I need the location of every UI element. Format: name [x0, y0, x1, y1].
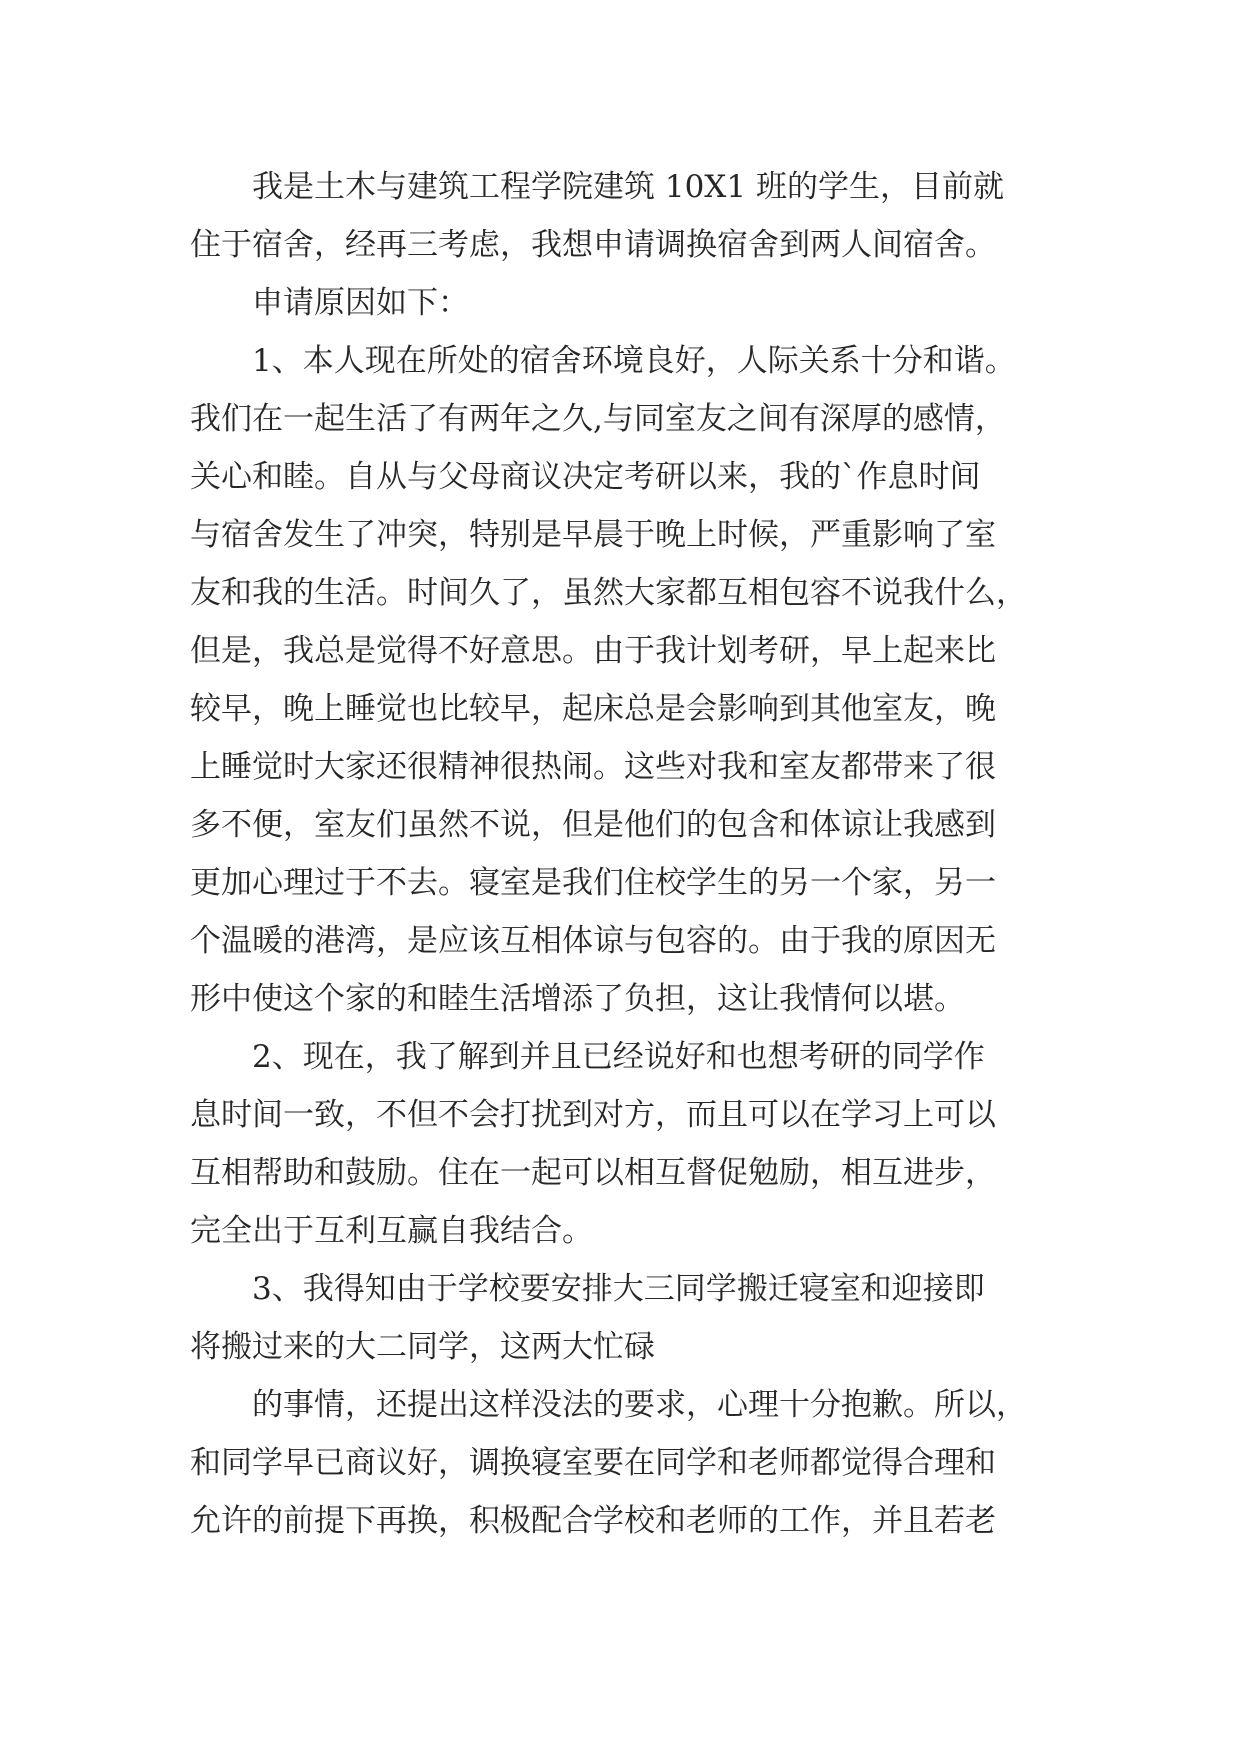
text-line: 息时间一致，不但不会打扰到对方，而且可以在学习上可以	[190, 1097, 996, 1133]
text-line: 形中使这个家的和睦生活增添了负担，这让我情何以堪。	[190, 981, 965, 1017]
text-line: 更加心理过于不去。寝室是我们住校学生的另一个家，另一	[190, 865, 996, 901]
text-line: 与宿舍发生了冲突，特别是早晨于晚上时候，严重影响了室	[190, 517, 996, 553]
text-line: 上睡觉时大家还很精神很热闹。这些对我和室友都带来了很	[190, 749, 996, 785]
text-line: 3、我得知由于学校要安排大三同学搬迁寝室和迎接即	[252, 1271, 985, 1307]
paragraph-intro	[190, 158, 1070, 274]
document-body	[190, 158, 1070, 1550]
text-line: 个温暖的港湾，是应该互相体谅与包容的。由于我的原因无	[190, 923, 996, 959]
text-line: 多不便，室友们虽然不说，但是他们的包含和体谅让我感到	[190, 807, 996, 843]
text-line: 我们在一起生活了有两年之久,与同室友之间有深厚的感情，	[190, 401, 1006, 437]
text-line: 互相帮助和鼓励。住在一起可以相互督促勉励，相互进步，	[190, 1155, 996, 1191]
paragraph-reason-3	[190, 1260, 1070, 1376]
text-line: 的事情，还提出这样没法的要求，心理十分抱歉。所以，	[252, 1387, 1027, 1423]
text-line: 但是，我总是觉得不好意思。由于我计划考研，早上起来比	[190, 633, 996, 669]
text-line: 允许的前提下再换，积极配合学校和老师的工作，并且若老	[190, 1503, 996, 1539]
text-line: 友和我的生活。时间久了，虽然大家都互相包容不说我什么，	[190, 575, 1027, 611]
text-line: 住于宿舍，经再三考虑，我想申请调换宿舍到两人间宿舍。	[190, 227, 996, 263]
text-line: 1、本人现在所处的宿舍环境良好，人际关系十分和谐。	[252, 343, 1016, 379]
text-line: 和同学早已商议好，调换寝室要在同学和老师都觉得合理和	[190, 1445, 996, 1481]
paragraph-reason-1	[190, 332, 1070, 1028]
text-line: 较早，晚上睡觉也比较早，起床总是会影响到其他室友，晚	[190, 691, 996, 727]
text-line: 我是土木与建筑工程学院建筑 10X1 班的学生，目前就	[252, 169, 1004, 205]
text-line: 完全出于互利互赢自我结合。	[190, 1213, 593, 1249]
paragraph-continuation	[190, 1376, 1070, 1550]
text-line: 将搬过来的大二同学，这两大忙碌	[190, 1329, 655, 1365]
paragraph-reason-2	[190, 1028, 1070, 1260]
text-line: 申请原因如下：	[252, 285, 469, 321]
text-line: 关心和睦。自从与父母商议决定考研以来，我的`作息时间	[190, 459, 981, 495]
text-line: 2、现在，我了解到并且已经说好和也想考研的同学作	[252, 1039, 985, 1075]
paragraph-reasons-heading	[190, 274, 1070, 332]
